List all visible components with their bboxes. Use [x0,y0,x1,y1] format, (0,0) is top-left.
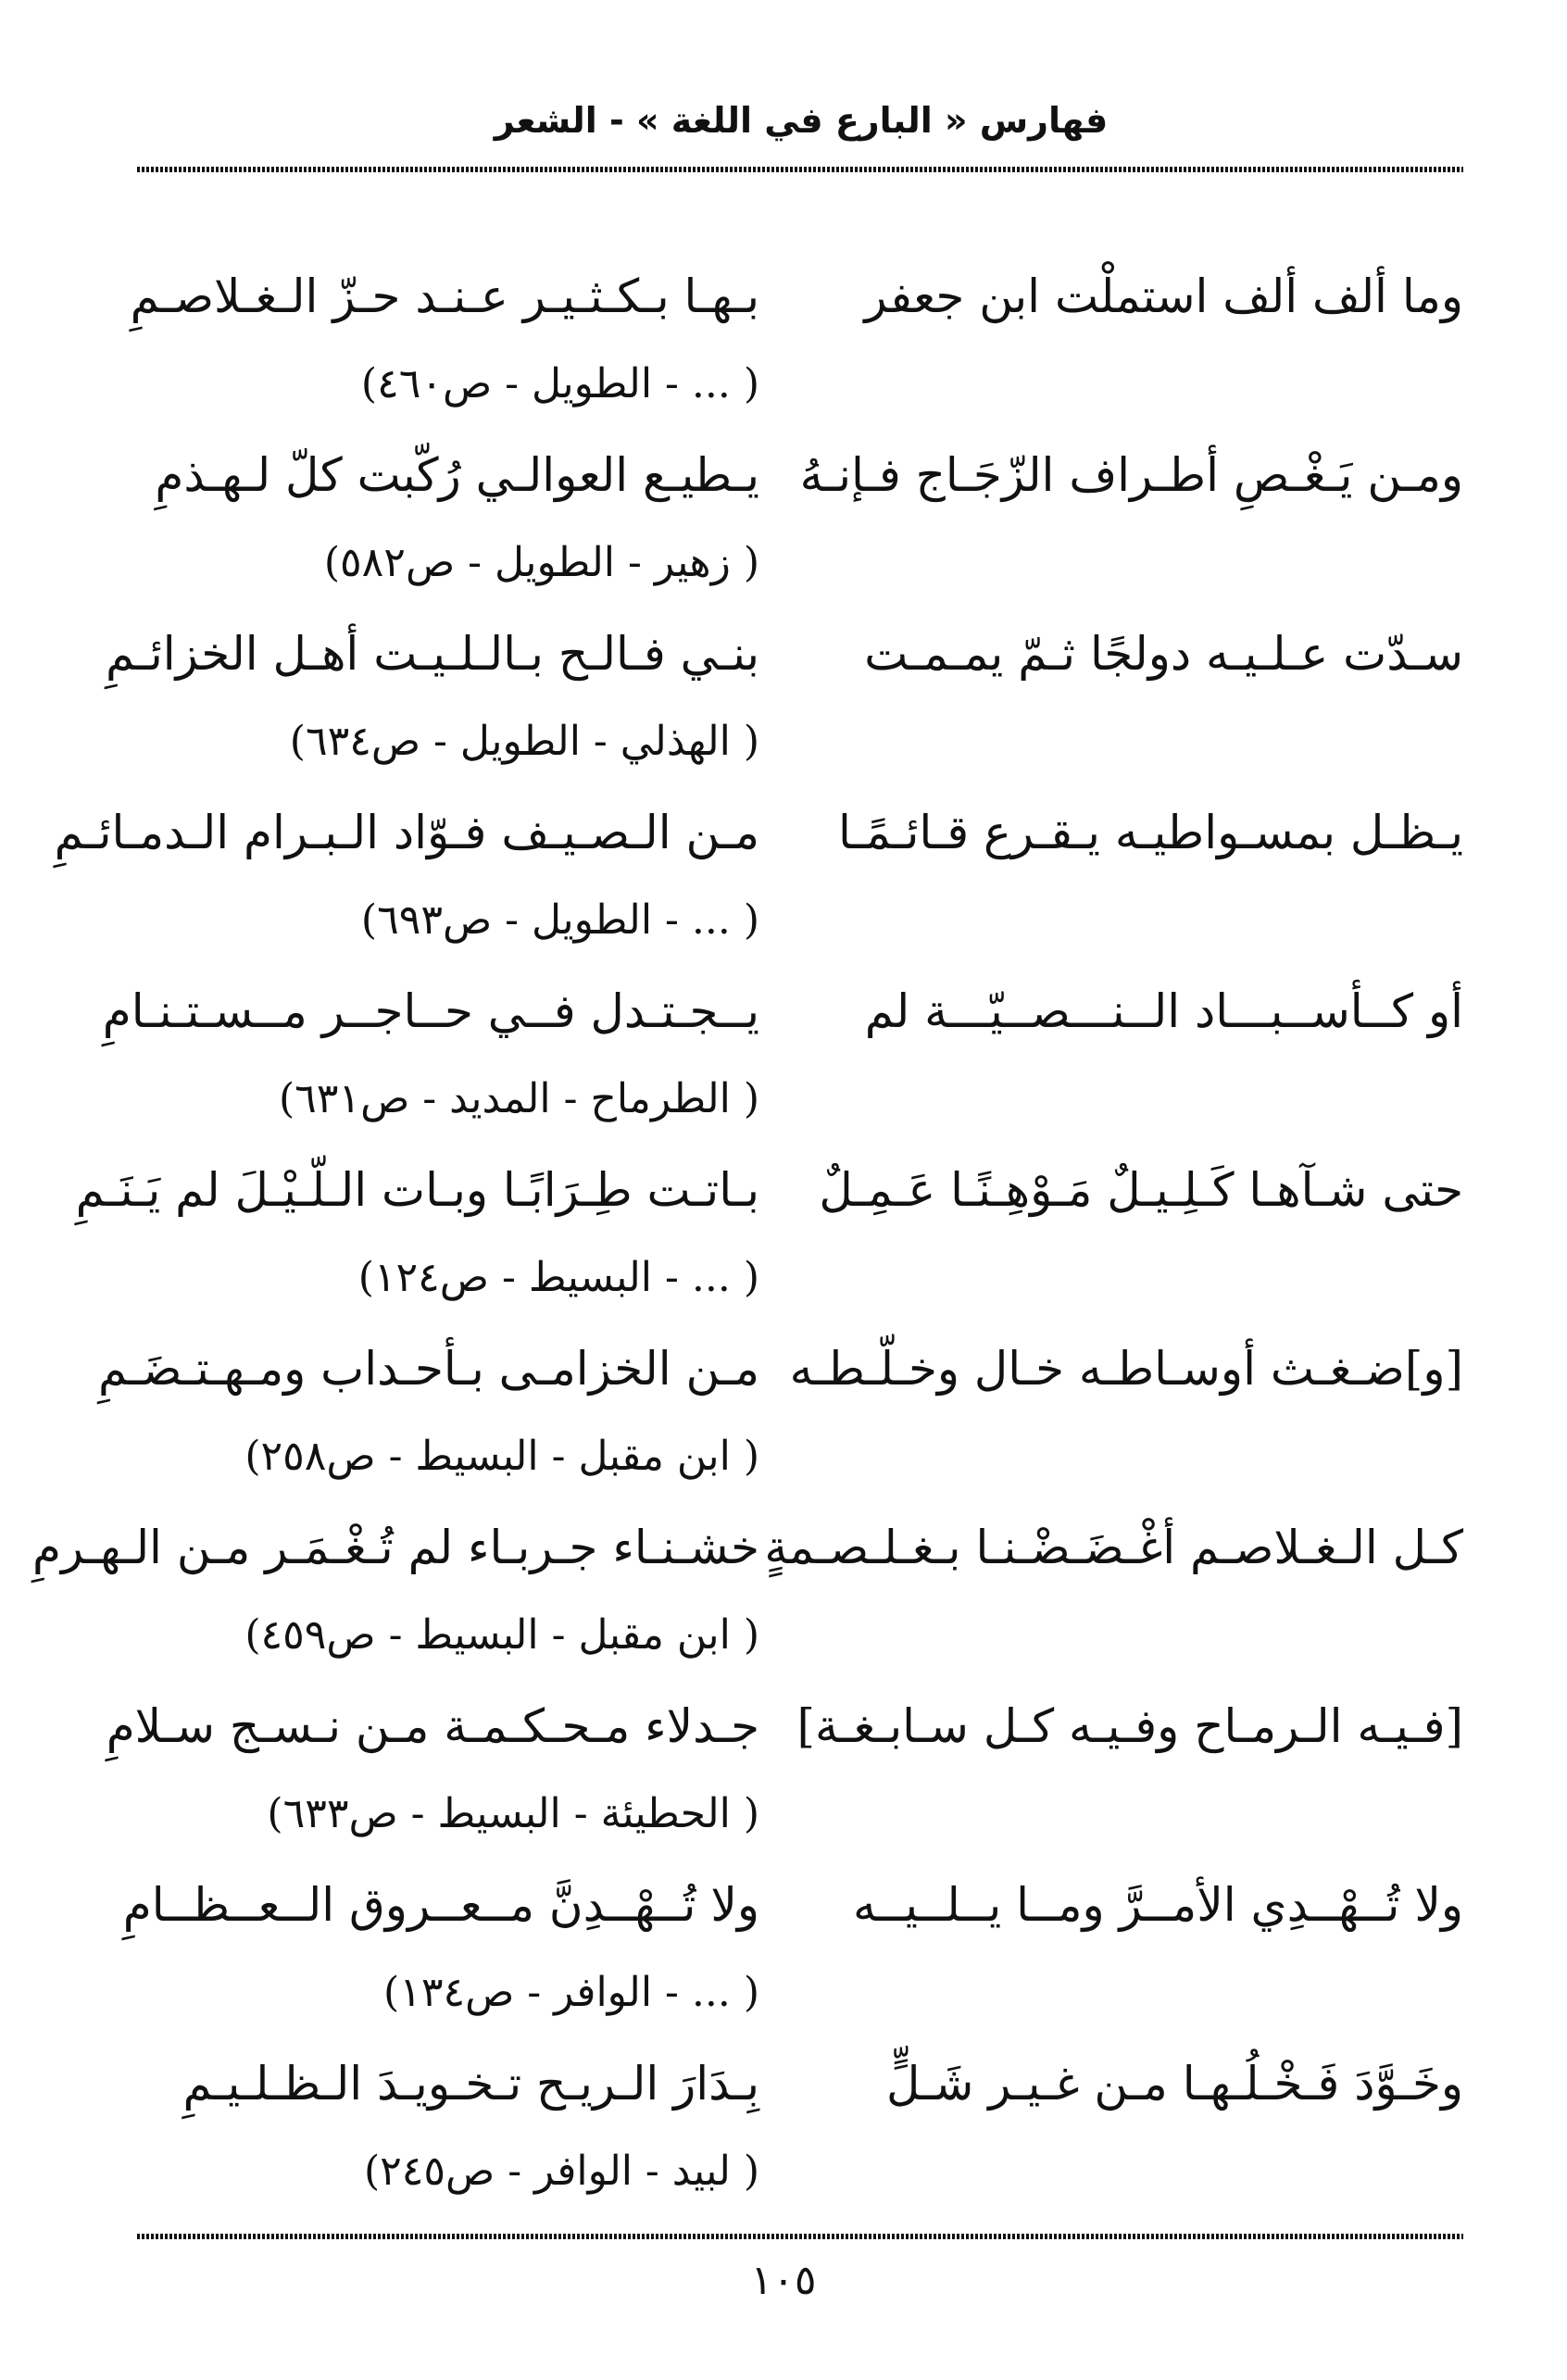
verse-line [102,965,1463,1058]
verse-attribution: ( الهذلي - الطويل - ص٦٣٤) [289,718,759,765]
verse-line [54,786,1463,879]
verse-line [130,429,1463,521]
verse-line [105,608,1463,700]
verse-entry [75,1144,1463,1322]
verse-entry [54,786,1463,965]
first-hemistich: حتى شـآهـا كَـلِـيـلٌ مَـوْهِـنًـا عَـمِـلٌ [819,1163,1463,1217]
verse-line [130,2037,1463,2130]
verse-attribution: ( ... - البسيط - ص١٢٤) [357,1254,759,1301]
verse-line [130,250,1463,343]
first-hemistich: وخَـوَّدَ فَـخْـلُـهـا مـن غـيـر شَـلٍّ [886,2057,1463,2111]
second-hemistich: مـن الخزامـى بـأحـداب ومـهـتـضَـمِ [97,1342,759,1396]
verse-line [122,1859,1463,1951]
verse-line [106,1680,1463,1772]
page-number: ١٠٥ [750,2257,817,2304]
second-hemistich: مـن الـصـيـف فـوّاد الـبـرام الـدمـائـمِ [54,806,759,859]
verse-line [97,1322,1463,1415]
verse-attribution: ( الطرماح - المديد - ص٦٣١) [279,1075,759,1122]
verse-entry [102,965,1463,1144]
second-hemistich: جـدلاء مـحـكـمـة مـن نـسـج سـلامِ [106,1699,759,1753]
verse-entry [130,250,1463,429]
second-hemistich: بنـي فـالـح بـالـلـيـت أهـل الخزائـمِ [105,627,759,681]
second-hemistich: بِـدَارَ الـريـح تـخـويـدَ الـظـلـيـمِ [182,2057,759,2111]
verse-entry [105,608,1463,786]
second-hemistich: يـطيـع العوالـي رُكّبت كلّ لـهـذمِ [155,448,759,502]
first-hemistich: يـظـل بمسـواطيـه يـقـرع قـائـمًـا [838,806,1463,859]
second-hemistich: خشـنـاء جـربـاء لم تُـغْـمَـر مـن الـهـرمِ [31,1521,759,1574]
verse-entry [122,1859,1463,2037]
first-hemistich: ولا تُــهْــدِي الأمــرَّ ومــا يــلــيــه [853,1878,1463,1932]
footer-rule [137,2234,1463,2239]
second-hemistich: ولا تُــهْــدِنَّ مــعــروق الــعــظــامِ [122,1878,759,1932]
verse-entry [31,1501,1463,1680]
verse-entry [106,1680,1463,1859]
first-hemistich: [و]ضـغـث أوسـاطـه خـال وخـلّـطـه [789,1342,1463,1396]
running-header: فهارس « البارع في اللغة » - الشعر [494,100,1109,141]
first-hemistich: ومـن يَـغْـصِ أطـراف الزّجَـاج فـإنـهُ [799,448,1463,502]
first-hemistich: كـل الـغـلاصـم أغْـضَـضْـنـا بـغـلـصـمةٍ [764,1521,1463,1574]
verse-entry [97,1322,1463,1501]
header-rule [137,167,1463,172]
first-hemistich: وما ألف ألف استملْت ابن جعفر [864,269,1463,323]
verse-index [31,250,1463,2216]
verse-attribution: ( ابن مقبل - البسيط - ص٢٥٨) [244,1433,759,1480]
verse-attribution: ( الحطيئة - البسيط - ص٦٣٣) [267,1790,759,1837]
second-hemistich: بـاتـت طِـرَابًـا وبـات الـلّـيْـلَ لم يَـنَـمِ [75,1163,759,1217]
verse-attribution: ( زهير - الطويل - ص٥٨٢) [323,539,759,586]
first-hemistich: سـدّت عـلـيـه دولجًا ثـمّ يمـمـت [864,627,1463,681]
verse-attribution: ( لبيد - الوافر - ص٢٤٥) [363,2148,759,2195]
verse-line [31,1501,1463,1594]
second-hemistich: يــجـتـدل فــي حــاجــر مــسـتـنـامِ [102,984,759,1038]
verse-entry [130,2037,1463,2216]
verse-attribution: ( ... - الطويل - ص٦٩٣) [360,896,759,944]
first-hemistich: [فـيـه الـرمـاح وفـيـه كـل سـابـغـة] [796,1699,1463,1753]
verse-entry [130,429,1463,608]
second-hemistich: بـهـا بـكـثـيـر عـنـد حـزّ الـغـلاصـمِ [130,269,759,323]
verse-attribution: ( ... - الطويل - ص٤٦٠) [360,360,759,407]
first-hemistich: أو كــأســبـــاد الــنـــصــيّـــة لم [864,984,1463,1038]
verse-attribution: ( ابن مقبل - البسيط - ص٤٥٩) [244,1611,759,1659]
verse-line [75,1144,1463,1236]
verse-attribution: ( ... - الوافر - ص١٣٤) [383,1969,759,2016]
